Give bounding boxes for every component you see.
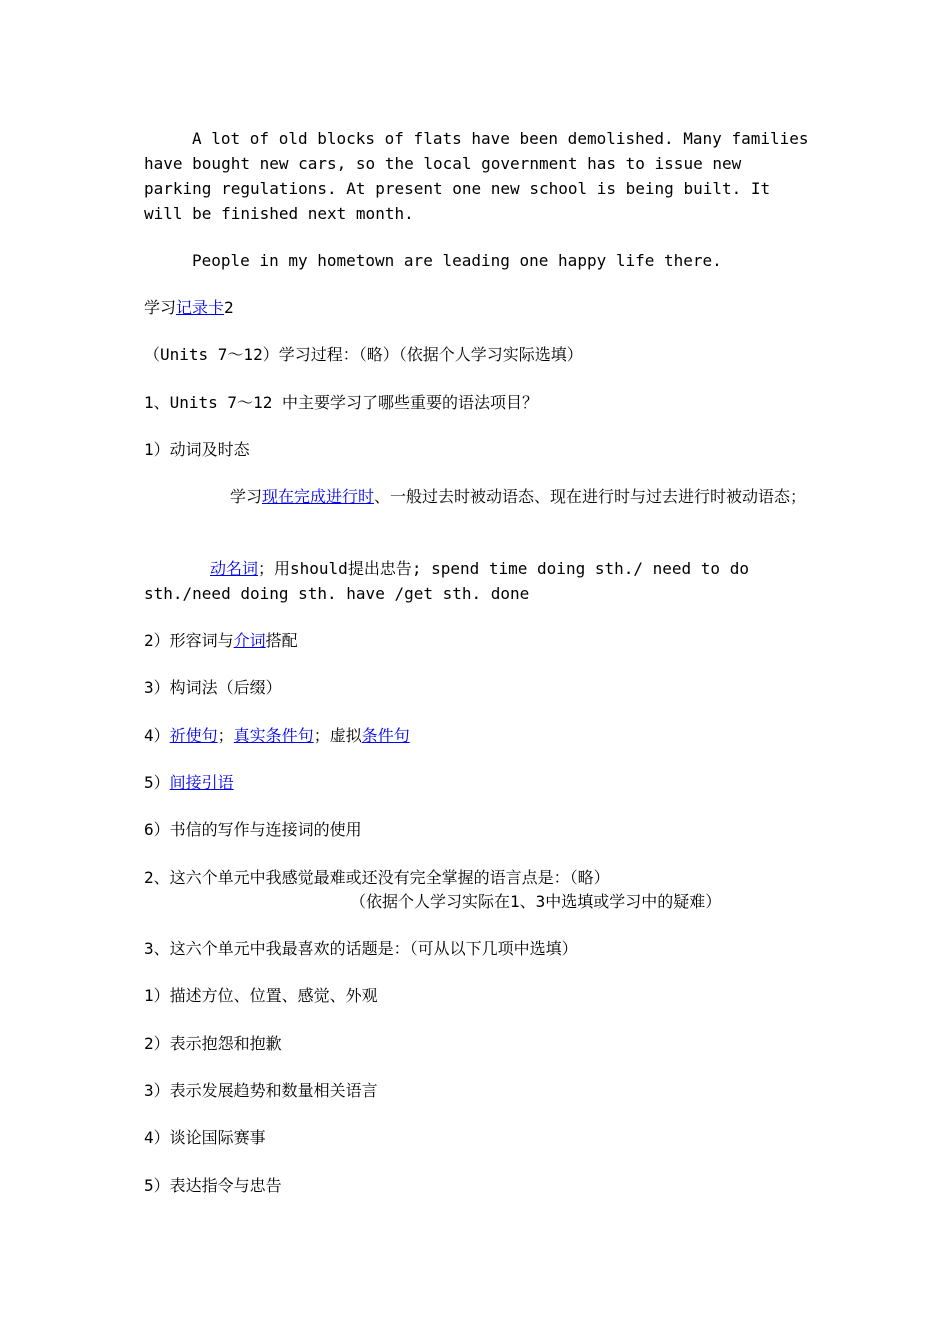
question-2-note: （依据个人学习实际在1、3中选填或学习中的疑难） xyxy=(350,892,722,911)
paragraph-happy-life: People in my hometown are leading one happy life there. xyxy=(192,251,722,270)
record-card-link[interactable]: 记录卡 xyxy=(176,298,225,317)
question-2: 2、这六个单元中我感觉最难或还没有完全掌握的语言点是：（略） xyxy=(144,868,610,887)
grammar-item-1-detail-b xyxy=(144,556,814,606)
real-conditional-link[interactable]: 真实条件句 xyxy=(233,726,314,745)
learning-process-line: （Units 7～12）学习过程：（略）（依据个人学习实际选填） xyxy=(144,345,583,364)
grammar-item-2-suffix: 搭配 xyxy=(265,631,298,650)
present-perfect-progressive-link[interactable]: 现在完成进行时 xyxy=(262,487,375,506)
paragraph-hometown-changes: A lot of old blocks of flats have been demolished. Many families have bought new cars, so the local government has to issue new parking regulations. At present one new school is being built. It will be finished next month. xyxy=(144,129,819,223)
grammar-item-1: 1）动词及时态 xyxy=(144,440,250,459)
gerund-link[interactable]: 动名词 xyxy=(210,559,259,578)
grammar-item-1-detail-a xyxy=(144,484,814,509)
preposition-link[interactable]: 介词 xyxy=(233,631,266,650)
indirect-speech-link[interactable]: 间接引语 xyxy=(169,773,234,792)
question-3: 3、这六个单元中我最喜欢的话题是：（可从以下几项中选填） xyxy=(144,939,578,958)
detail-b-rest: ；用should提出忠告; spend time doing sth./ need to do sth./need doing sth. have /get sth. done xyxy=(144,559,759,603)
grammar-item-4-sep1: ； xyxy=(217,726,234,745)
grammar-item-4-prefix: 4） xyxy=(144,726,170,745)
card-title-prefix: 学习 xyxy=(144,298,177,317)
question-1: 1、Units 7～12 中主要学习了哪些重要的语法项目？ xyxy=(144,393,538,412)
imperative-link[interactable]: 祈使句 xyxy=(169,726,218,745)
grammar-item-2-prefix: 2）形容词与 xyxy=(144,631,234,650)
conditional-link[interactable]: 条件句 xyxy=(361,726,410,745)
grammar-item-4-sep2: ；虚拟 xyxy=(313,726,362,745)
topic-item-3: 3）表示发展趋势和数量相关语言 xyxy=(144,1081,378,1100)
detail-a-rest: 、一般过去时被动语态、现在进行时与过去进行时被动语态； xyxy=(374,487,807,506)
grammar-item-2 xyxy=(144,628,814,653)
grammar-item-4 xyxy=(144,723,814,748)
topic-item-5: 5）表达指令与忠告 xyxy=(144,1176,282,1195)
card-title-number: 2 xyxy=(224,298,234,317)
topic-item-4: 4）谈论国际赛事 xyxy=(144,1128,266,1147)
grammar-item-5-prefix: 5） xyxy=(144,773,170,792)
detail-a-prefix: 学习 xyxy=(230,487,263,506)
record-card-title xyxy=(144,295,814,320)
grammar-item-5 xyxy=(144,770,814,795)
topic-item-2: 2）表示抱怨和抱歉 xyxy=(144,1034,282,1053)
grammar-item-3: 3）构词法（后缀） xyxy=(144,678,282,697)
topic-item-1: 1）描述方位、位置、感觉、外观 xyxy=(144,986,378,1005)
grammar-item-6: 6）书信的写作与连接词的使用 xyxy=(144,820,362,839)
